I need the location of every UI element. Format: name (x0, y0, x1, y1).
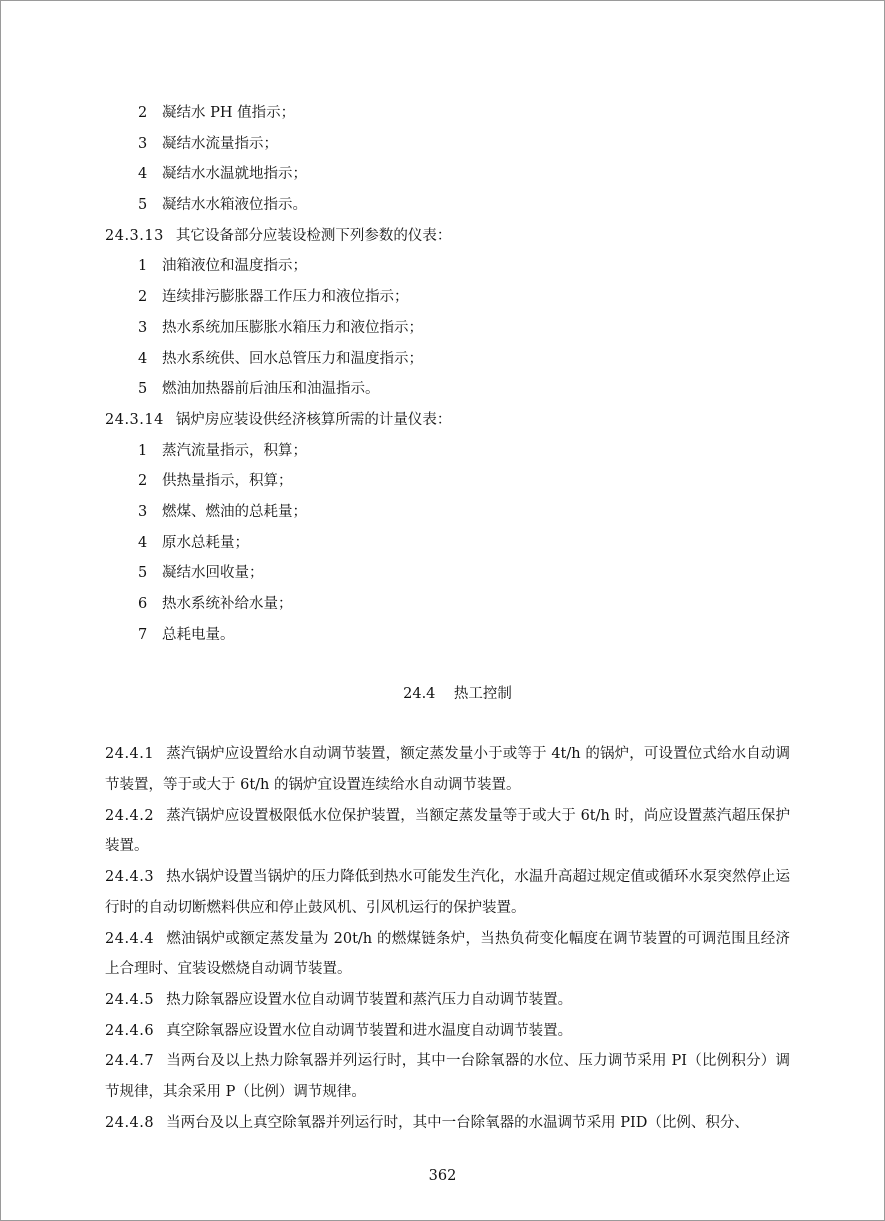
paragraph-24-4-5 (105, 985, 790, 1016)
item-number: 3 (138, 503, 148, 520)
document-body (105, 98, 790, 1139)
item-number: 2 (138, 473, 148, 490)
item-number: 2 (138, 105, 148, 121)
paragraph-24-4-3 (105, 862, 790, 923)
list-item (105, 251, 790, 282)
page-number: 362 (428, 1168, 457, 1184)
item-text: 供热量指示，积算； (162, 473, 293, 490)
item-text: 燃煤、燃油的总耗量； (162, 503, 307, 520)
clause-text: 锅炉房应装设供经济核算所需的计量仪表： (175, 411, 452, 428)
list-item (105, 129, 790, 160)
paragraph-24-4-1 (105, 739, 790, 800)
list-item (105, 344, 790, 375)
item-number: 5 (138, 197, 148, 214)
item-text: 热水系统加压膨胀水箱压力和液位指示； (162, 319, 423, 336)
item-text: 原水总耗量； (162, 534, 249, 551)
item-number: 4 (138, 534, 148, 551)
clause-number: 24.4.1 (105, 746, 155, 763)
list-item (105, 159, 790, 190)
item-number: 3 (138, 319, 148, 336)
clause-number: 24.4.7 (105, 1053, 155, 1070)
clause-number: 24.4.5 (105, 992, 155, 1008)
clause-number: 24.4.2 (105, 807, 155, 824)
list-item (105, 313, 790, 344)
list-item (105, 466, 790, 497)
item-number: 1 (138, 442, 148, 459)
item-number: 7 (138, 626, 148, 643)
item-text: 凝结水回收量； (162, 565, 264, 582)
item-text: 总耗电量。 (162, 626, 235, 643)
list-item (105, 528, 790, 559)
item-number: 5 (138, 381, 148, 398)
item-text: 凝结水水温就地指示； (162, 166, 307, 183)
item-text: 连续排污膨胀器工作压力和液位指示； (162, 289, 409, 306)
list-item (105, 190, 790, 221)
paragraph-text: 蒸汽锅炉应设置极限低水位保护装置，当额定蒸发量等于或大于 6t/h 时，尚应设置蒸汽超压保护装置。 (105, 807, 790, 855)
paragraph-24-4-2 (105, 801, 790, 862)
clause-24-3-13 (105, 221, 790, 252)
list-item (105, 497, 790, 528)
clause-number: 24.4.6 (105, 1022, 155, 1039)
paragraph-text: 当两台及以上热力除氧器并列运行时，其中一台除氧器的水位、压力调节采用 PI（比例积分）调节规律，其余采用 P（比例）调节规律。 (105, 1053, 790, 1101)
item-text: 凝结水流量指示； (162, 135, 278, 152)
item-number: 5 (138, 565, 148, 582)
list-item (105, 282, 790, 313)
paragraph-24-4-4 (105, 924, 790, 985)
clause-text: 其它设备部分应装设检测下列参数的仪表： (175, 227, 452, 244)
paragraph-text: 蒸汽锅炉应设置给水自动调节装置，额定蒸发量小于或等于 4t/h 的锅炉，可设置位式给水自动调节装置，等于或大于 6t/h 的锅炉宜设置连续给水自动调节装置。 (105, 746, 790, 794)
paragraph-text: 热水锅炉设置当锅炉的压力降低到热水可能发生汽化，水温升高超过规定值或循环水泵突然停止运行时的自动切断燃料供应和停止鼓风机、引风机运行的保护装置。 (105, 869, 790, 916)
list-item (105, 620, 790, 651)
paragraph-24-4-8 (105, 1108, 790, 1139)
item-text: 油箱液位和温度指示； (162, 258, 307, 275)
list-item (105, 558, 790, 589)
item-number: 4 (138, 166, 148, 183)
paragraph-text: 燃油锅炉或额定蒸发量为 20t/h 的燃煤链条炉，当热负荷变化幅度在调节装置的可调范围且经济上合理时、宜装设燃烧自动调节装置。 (105, 930, 790, 978)
list-item (105, 374, 790, 405)
item-number: 2 (138, 289, 148, 306)
paragraph-text: 真空除氧器应设置水位自动调节装置和进水温度自动调节装置。 (166, 1022, 573, 1039)
list-item (105, 589, 790, 620)
clause-number: 24.4.4 (105, 930, 155, 947)
clause-number: 24.4.8 (105, 1114, 155, 1131)
item-number: 3 (138, 135, 148, 152)
clause-number: 24.3.14 (105, 411, 164, 428)
item-text: 凝结水 PH 值指示； (162, 105, 296, 121)
list-item (105, 98, 790, 129)
item-text: 热水系统供、回水总管压力和温度指示； (162, 350, 423, 367)
paragraph-text: 热力除氧器应设置水位自动调节装置和蒸汽压力自动调节装置。 (166, 992, 573, 1008)
paragraph-text: 当两台及以上真空除氧器并列运行时，其中一台除氧器的水温调节采用 PID（比例、积分、 (166, 1114, 749, 1131)
item-text: 凝结水水箱液位指示。 (162, 197, 307, 214)
item-number: 4 (138, 350, 148, 367)
section-heading (105, 679, 790, 709)
item-text: 蒸汽流量指示，积算； (162, 442, 307, 459)
list-item (105, 436, 790, 467)
item-number: 6 (138, 596, 148, 612)
item-text: 热水系统补给水量； (162, 596, 293, 612)
paragraph-24-4-7 (105, 1046, 790, 1107)
clause-number: 24.3.13 (105, 227, 164, 244)
clause-number: 24.4.3 (105, 869, 155, 886)
section-number: 24.4 (403, 686, 436, 703)
clause-24-3-14 (105, 405, 790, 436)
item-number: 1 (138, 258, 148, 275)
paragraph-24-4-6 (105, 1016, 790, 1047)
section-title: 热工控制 (453, 686, 512, 703)
item-text: 燃油加热器前后油压和油温指示。 (162, 381, 380, 398)
